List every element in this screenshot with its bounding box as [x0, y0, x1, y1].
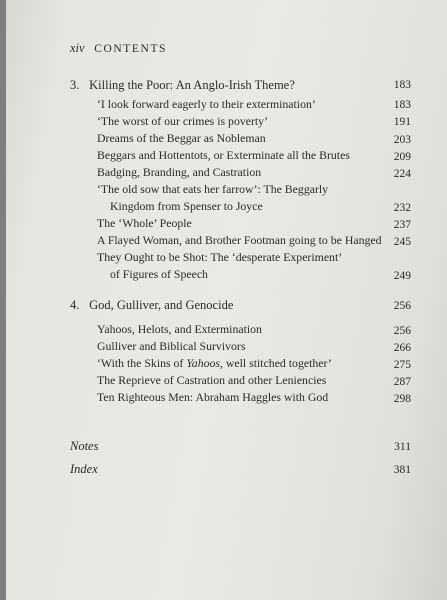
- toc-entry: ‘The worst of our crimes is poverty’: [97, 114, 269, 128]
- running-head-page-number: xiv: [70, 41, 85, 55]
- running-head-title: CONTENTS: [94, 43, 168, 55]
- index-page: 381: [393, 464, 411, 476]
- toc-entry: ‘I look forward eagerly to their extermination’: [97, 97, 316, 111]
- chapter-title: God, Gulliver, and Genocide: [89, 298, 234, 312]
- toc-page: 191: [393, 116, 411, 128]
- chapter-3-heading: [70, 78, 295, 93]
- toc-page: 245: [393, 236, 411, 248]
- running-head: [70, 41, 167, 56]
- toc-entry: They Ought to be Shot: The ‘desperate Experiment’: [97, 250, 343, 264]
- chapter-number: 4.: [70, 298, 80, 312]
- toc-entry: The Reprieve of Castration and other Leniencies: [97, 373, 327, 387]
- toc-page: 256: [393, 325, 411, 337]
- notes-page: 311: [394, 441, 411, 453]
- toc-entry: The ‘Whole’ People: [97, 216, 192, 230]
- toc-page: 183: [393, 99, 411, 111]
- toc-page: 298: [393, 393, 411, 405]
- toc-page: 224: [393, 168, 411, 180]
- toc-entry-continuation: Kingdom from Spenser to Joyce: [110, 199, 263, 213]
- toc-entry: A Flayed Woman, and Brother Footman going to be Hanged: [97, 233, 382, 247]
- toc-entry: Badging, Branding, and Castration: [97, 165, 262, 179]
- toc-entry-text: , well stitched together’: [219, 356, 332, 370]
- toc-page: 275: [393, 359, 411, 371]
- toc-page: 209: [393, 151, 411, 163]
- book-page: [6, 0, 447, 600]
- notes-label: Notes: [70, 439, 99, 453]
- chapter-page: 183: [393, 79, 411, 91]
- toc-page: 237: [393, 219, 411, 231]
- toc-entry: Ten Righteous Men: Abraham Haggles with God: [97, 390, 329, 404]
- toc-page: 232: [393, 202, 411, 214]
- toc-page: 266: [393, 342, 411, 354]
- toc-page: 203: [393, 134, 411, 146]
- toc-entry: ‘The old sow that eats her farrow’: The Beggarly: [97, 182, 329, 196]
- toc-entry: Yahoos, Helots, and Extermination: [97, 322, 262, 336]
- toc-entry-continuation: of Figures of Speech: [110, 267, 208, 281]
- chapter-number: 3.: [70, 78, 80, 92]
- toc-page: 287: [393, 376, 411, 388]
- chapter-page: 256: [393, 300, 411, 312]
- toc-entry: Beggars and Hottentots, or Exterminate all the Brutes: [97, 148, 350, 162]
- toc-entry-text: ‘With the Skins of: [97, 356, 187, 370]
- toc-entry: [97, 356, 332, 371]
- chapter-title: Killing the Poor: An Anglo-Irish Theme?: [89, 78, 295, 92]
- toc-page: 249: [393, 270, 411, 282]
- index-label: Index: [70, 462, 98, 476]
- chapter-4-heading: [70, 298, 233, 313]
- toc-entry: Gulliver and Biblical Survivors: [97, 339, 246, 353]
- toc-entry: Dreams of the Beggar as Nobleman: [97, 131, 266, 145]
- toc-entry-italic: Yahoos: [186, 356, 220, 370]
